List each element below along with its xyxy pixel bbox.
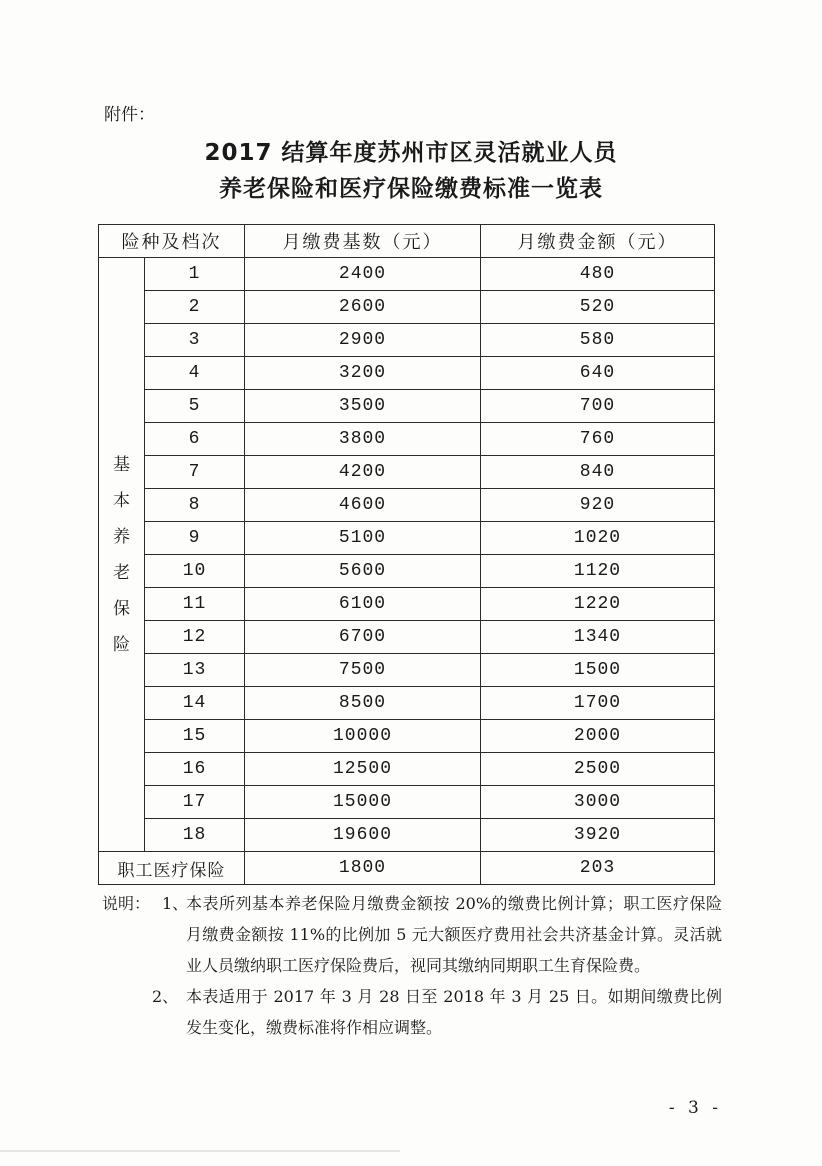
amount-cell: 920 xyxy=(481,489,715,522)
table-row xyxy=(99,654,715,687)
table-row xyxy=(99,819,715,852)
base-cell: 5100 xyxy=(245,522,481,555)
notes-section xyxy=(102,888,722,1043)
table-header-row xyxy=(99,225,715,258)
amount-cell: 2500 xyxy=(481,753,715,786)
table-row xyxy=(99,753,715,786)
amount-cell: 1020 xyxy=(481,522,715,555)
amount-cell: 3920 xyxy=(481,819,715,852)
base-cell: 2400 xyxy=(245,258,481,291)
base-cell: 2600 xyxy=(245,291,481,324)
level-cell: 17 xyxy=(145,786,245,819)
base-cell: 6700 xyxy=(245,621,481,654)
level-cell: 4 xyxy=(145,357,245,390)
amount-cell: 480 xyxy=(481,258,715,291)
table-row xyxy=(99,489,715,522)
note-item xyxy=(162,888,722,981)
level-cell: 10 xyxy=(145,555,245,588)
contribution-standards-table xyxy=(98,224,715,885)
amount-cell: 1120 xyxy=(481,555,715,588)
amount-cell: 1340 xyxy=(481,621,715,654)
pension-label-char: 险 xyxy=(113,634,130,655)
base-cell: 8500 xyxy=(245,687,481,720)
scan-artifact xyxy=(0,1150,400,1152)
amount-cell: 700 xyxy=(481,390,715,423)
notes-label: 说明： xyxy=(102,894,151,913)
amount-cell: 3000 xyxy=(481,786,715,819)
medical-insurance-label: 职工医疗保险 xyxy=(99,852,245,885)
base-cell: 7500 xyxy=(245,654,481,687)
table-row xyxy=(99,588,715,621)
document-title-line1: 2017 结算年度苏州市区灵活就业人员 xyxy=(204,140,618,166)
amount-cell: 1500 xyxy=(481,654,715,687)
table-row xyxy=(99,621,715,654)
pension-label-char: 老 xyxy=(113,562,130,583)
table-row xyxy=(99,324,715,357)
level-cell: 13 xyxy=(145,654,245,687)
amount-cell: 2000 xyxy=(481,720,715,753)
level-cell: 6 xyxy=(145,423,245,456)
pension-label-char: 本 xyxy=(113,490,130,511)
base-cell: 4200 xyxy=(245,456,481,489)
level-cell: 2 xyxy=(145,291,245,324)
level-cell: 18 xyxy=(145,819,245,852)
level-cell: 3 xyxy=(145,324,245,357)
note-text: 本表适用于 2017 年 3 月 28 日至 2018 年 3 月 25 日。如期间缴费比例发生变化，缴费标准将作相应调整。 xyxy=(186,987,722,1037)
pension-label-char: 保 xyxy=(113,598,130,619)
level-cell: 7 xyxy=(145,456,245,489)
medical-amount-cell: 203 xyxy=(481,852,715,885)
base-cell: 15000 xyxy=(245,786,481,819)
base-cell: 12500 xyxy=(245,753,481,786)
level-cell: 14 xyxy=(145,687,245,720)
base-cell: 6100 xyxy=(245,588,481,621)
table-row xyxy=(99,687,715,720)
amount-cell: 760 xyxy=(481,423,715,456)
amount-cell: 580 xyxy=(481,324,715,357)
note-text: 本表所列基本养老保险月缴费金额按 20%的缴费比例计算；职工医疗保险月缴费金额按 11%的比例加 5 元大额医疗费用社会共济基金计算。灵活就业人员缴纳职工医疗保险费后，视同其缴纳同期职工生育保险费。 xyxy=(186,894,722,975)
medical-insurance-row xyxy=(99,852,715,885)
level-cell: 15 xyxy=(145,720,245,753)
level-cell: 9 xyxy=(145,522,245,555)
table-row xyxy=(99,423,715,456)
header-insurance-type: 险种及档次 xyxy=(99,225,245,258)
document-title-line2: 养老保险和医疗保险缴费标准一览表 xyxy=(219,176,603,202)
amount-cell: 1220 xyxy=(481,588,715,621)
attachment-label: 附件： xyxy=(104,105,155,125)
note-index: 2、 xyxy=(152,987,179,1006)
pension-insurance-label xyxy=(99,258,145,852)
table-row xyxy=(99,786,715,819)
amount-cell: 640 xyxy=(481,357,715,390)
table-row xyxy=(99,390,715,423)
table-body xyxy=(99,258,715,885)
base-cell: 4600 xyxy=(245,489,481,522)
note-index: 1、 xyxy=(162,894,189,913)
base-cell: 3800 xyxy=(245,423,481,456)
note-item xyxy=(152,981,722,1043)
header-monthly-amount: 月缴费金额（元） xyxy=(481,225,715,258)
page-number: - 3 - xyxy=(668,1098,722,1118)
table-row xyxy=(99,720,715,753)
table-row xyxy=(99,522,715,555)
level-cell: 12 xyxy=(145,621,245,654)
medical-base-cell: 1800 xyxy=(245,852,481,885)
base-cell: 3500 xyxy=(245,390,481,423)
pension-label-char: 养 xyxy=(113,526,130,547)
level-cell: 8 xyxy=(145,489,245,522)
table-row xyxy=(99,357,715,390)
base-cell: 19600 xyxy=(245,819,481,852)
base-cell: 10000 xyxy=(245,720,481,753)
header-monthly-base: 月缴费基数（元） xyxy=(245,225,481,258)
table-row xyxy=(99,258,715,291)
amount-cell: 840 xyxy=(481,456,715,489)
level-cell: 11 xyxy=(145,588,245,621)
table-row xyxy=(99,291,715,324)
amount-cell: 520 xyxy=(481,291,715,324)
amount-cell: 1700 xyxy=(481,687,715,720)
base-cell: 2900 xyxy=(245,324,481,357)
level-cell: 5 xyxy=(145,390,245,423)
level-cell: 16 xyxy=(145,753,245,786)
table-row xyxy=(99,456,715,489)
table-row xyxy=(99,555,715,588)
base-cell: 5600 xyxy=(245,555,481,588)
base-cell: 3200 xyxy=(245,357,481,390)
pension-label-char: 基 xyxy=(113,454,130,475)
level-cell: 1 xyxy=(145,258,245,291)
